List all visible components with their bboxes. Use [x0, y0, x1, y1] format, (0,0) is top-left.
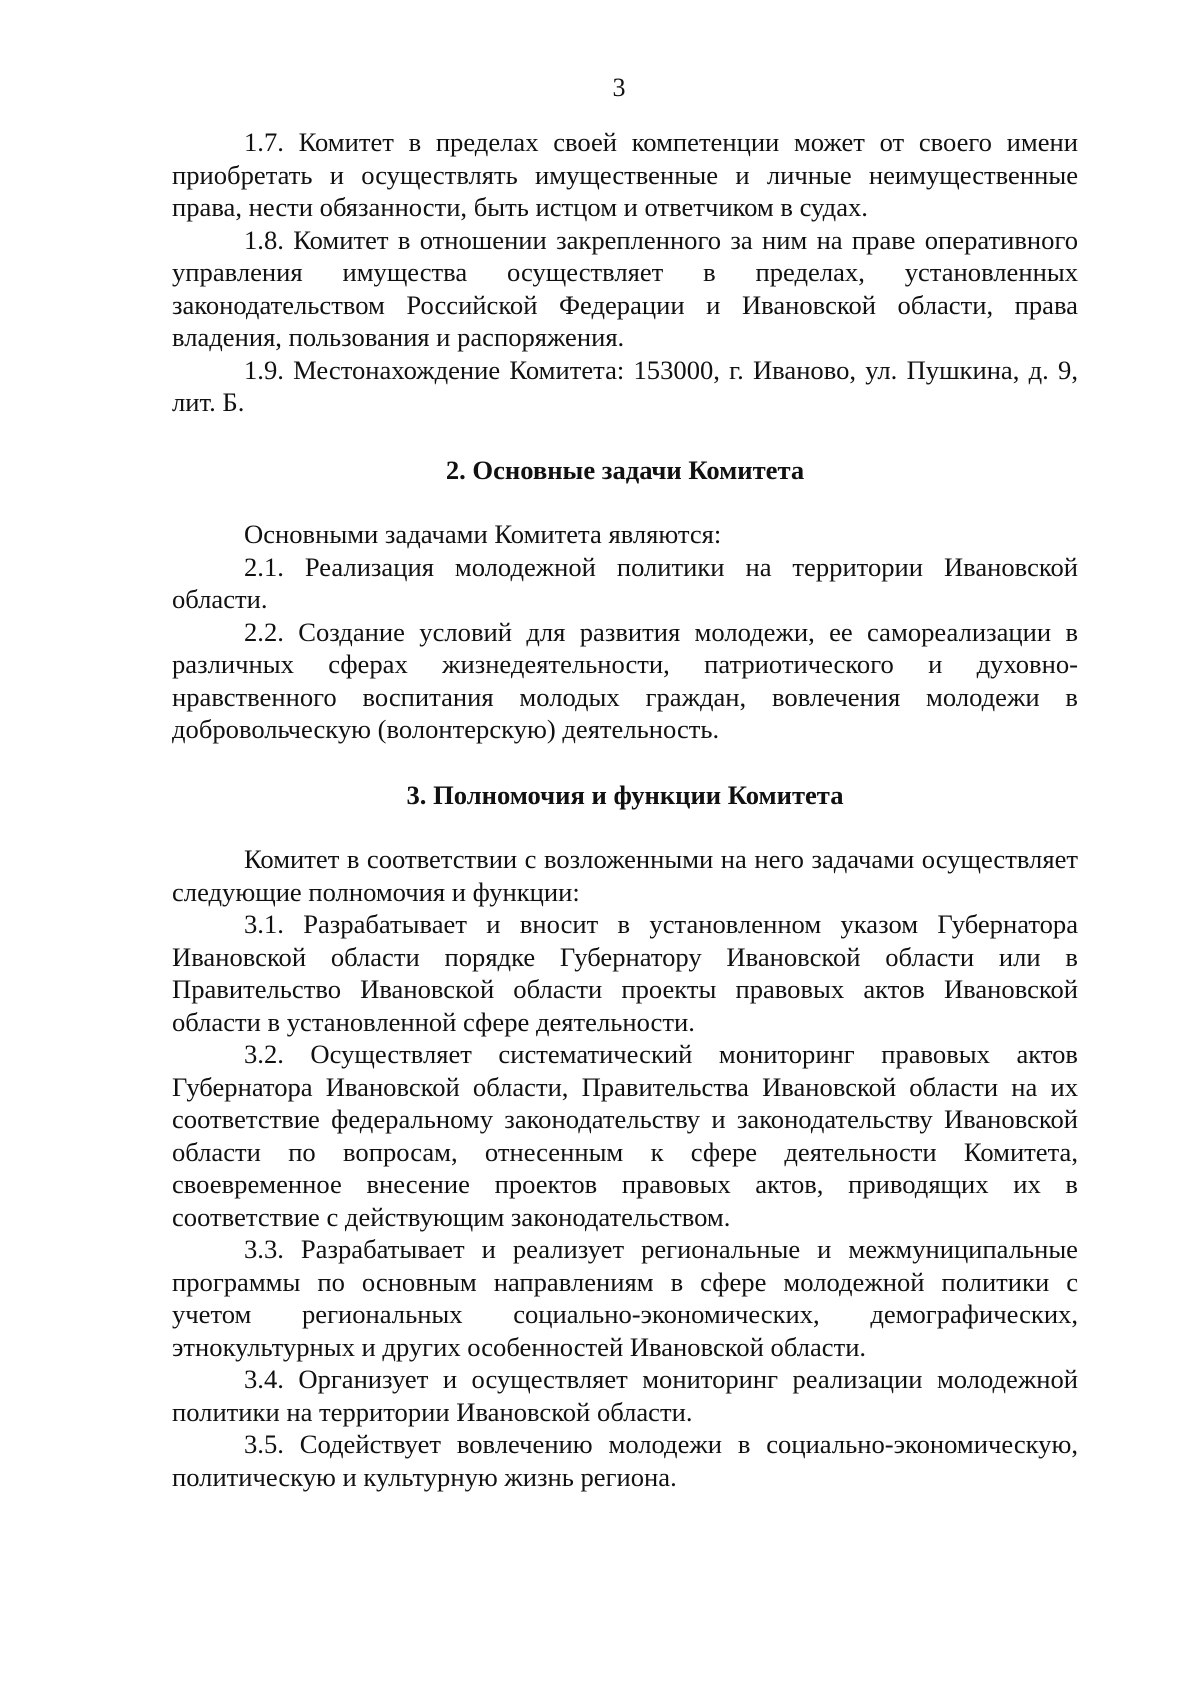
paragraph-1-8: 1.8. Комитет в отношении закрепленного за ним на праве оперативного управления имущества осуществляет в пределах, установленных законодательством Российской Федерации и Ивановской области, права владения, пользования и распоряжения.	[172, 224, 1078, 352]
paragraph-2-1: 2.1. Реализация молодежной политики на территории Ивановской области.	[172, 551, 1078, 614]
section-3-intro: Комитет в соответствии с возложенными на него задачами осуществляет следующие полномочия и функции:	[172, 844, 1078, 907]
section-2-heading: 2. Основные задачи Комитета	[445, 454, 805, 485]
paragraph-3-1: 3.1. Разрабатывает и вносит в установленном указом Губернатора Ивановской области порядке Губернатору Ивановской области или в Правительство Ивановской области проекты правовых актов Ивановской области в установленной сфере деятельности.	[172, 909, 1078, 1037]
page-number: 3	[612, 73, 626, 102]
paragraph-3-2: 3.2. Осуществляет систематический мониторинг правовых актов Губернатора Ивановской области, Правительства Ивановской области на их соответствие федеральному законодательству и законодательству Ивановской области по вопросам, отнесенным к сфере деятельности Комитета, своевременное внесение проектов правовых актов, приводящих их в соответствие с действующим законодательством.	[172, 1039, 1078, 1232]
paragraph-2-2: 2.2. Создание условий для развития молодежи, ее самореализации в различных сферах жизнедеятельности, патриотического и духовно-нравственного воспитания молодых граждан, вовлечения молодежи в добровольческую (волонтерскую) деятельность.	[172, 616, 1078, 744]
document-body	[172, 126, 1078, 1493]
paragraph-3-5: 3.5. Содействует вовлечению молодежи в социально-экономическую, политическую и культурную жизнь региона.	[172, 1429, 1078, 1492]
paragraph-3-4: 3.4. Организует и осуществляет мониторинг реализации молодежной политики на территории Ивановской области.	[172, 1364, 1078, 1427]
section-3-heading: 3. Полномочия и функции Комитета	[406, 779, 844, 810]
paragraph-3-3: 3.3. Разрабатывает и реализует региональные и межмуниципальные программы по основным направлениям в сфере молодежной политики с учетом региональных социально-экономических, демографических, этнокультурных и других особенностей Ивановской области.	[172, 1234, 1078, 1362]
paragraph-1-9: 1.9. Местонахождение Комитета: 153000, г. Иваново, ул. Пушкина, д. 9, лит. Б.	[172, 354, 1078, 417]
section-2-intro: Основными задачами Комитета являются:	[244, 519, 722, 549]
paragraph-1-7: 1.7. Комитет в пределах своей компетенции может от своего имени приобретать и осуществлять имущественные и личные неимущественные права, нести обязанности, быть истцом и ответчиком в судах.	[172, 127, 1078, 222]
